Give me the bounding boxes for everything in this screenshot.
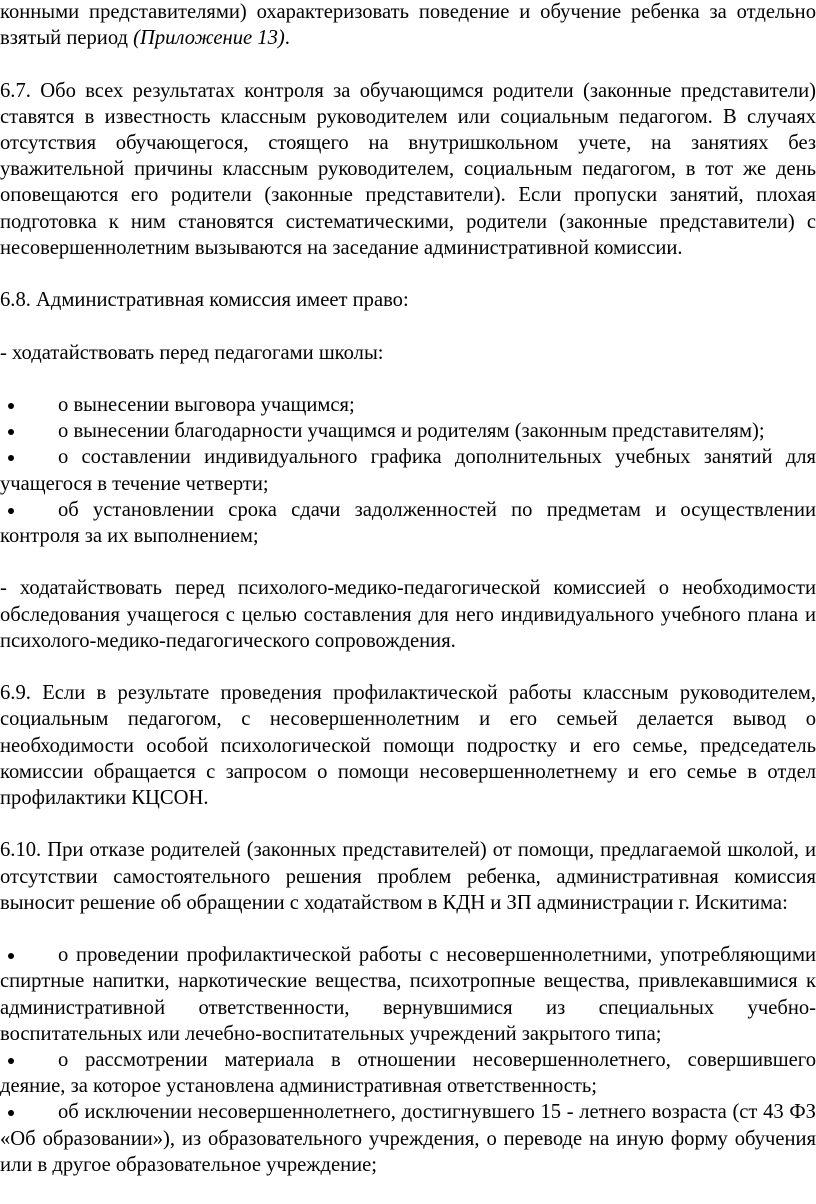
list-item: [0, 1047, 816, 1099]
list-item-text: о вынесении выговора учащимся;: [58, 393, 355, 416]
petition-commission-paragraph: - ходатайствовать перед психолого-медико-педагогической комиссией о необходимости обследования учащегося с целью составления для него индивидуального учебного плана и психолого-медико-педагогического сопровождения.: [0, 577, 816, 652]
paragraph-6-8: 6.8. Административная комиссия имеет право:: [0, 289, 409, 312]
bullet-icon: [8, 1110, 14, 1116]
bullet-icon: [8, 953, 14, 959]
paragraph-6-7: 6.7. Обо всех результатах контроля за обучающимся родители (законные представители) ставятся в известность классным руководителем или социальным педагогом. В случаях отсутствия обучающегося, стоящего на внутришкольном учете, на занятиях без уважительной причины классным руководителем, социальным педагогом, в тот же день оповещаются его родители (законные представители). Если пропуски занятий, плохая подготовка к ним становятся систематическими, родители (законные представители) с несовершеннолетним вызываются на заседание административной комиссии.: [0, 79, 816, 259]
list-item: [0, 418, 816, 444]
list-item-text: об установлении срока сдачи задолженностей по предметам и осуществлении контроля за их выполнением;: [0, 498, 816, 547]
bullet-icon: [8, 1058, 14, 1064]
bullet-icon: [8, 403, 14, 409]
list-item: [0, 1099, 816, 1178]
appendix-reference: (Приложение 13): [133, 27, 285, 50]
paragraph-6-9: 6.9. Если в результате проведения профилактической работы классным руководителем, социальным педагогом, с несовершеннолетним и его семьей делается вывод о необходимости особой психологической помощи подростку и его семье, председатель комиссии обращается с запросом о помощи несовершеннолетнему и его семье в отдел профилактики КЦСОН.: [0, 682, 816, 809]
list-item: [0, 444, 816, 496]
list-item-text: о рассмотрении материала в отношении несовершеннолетнего, совершившего деяние, за которое установлена административная ответственность;: [0, 1049, 816, 1098]
bullet-icon: [8, 429, 14, 435]
list-item-text: о проведении профилактической работы с несовершеннолетними, употребляющими спиртные напитки, наркотические вещества, психотропные вещества, привлекавшимися к административной ответственности, вернувшимися из специальных учебно-воспитательных или лечебно-воспитательных учреждений закрытого типа;: [0, 944, 816, 1045]
list-item: [0, 392, 816, 418]
paragraph-6-10: 6.10. При отказе родителей (законных представителей) от помощи, предлагаемой школой, и отсутствии самостоятельного решения проблем ребенка, административная комиссия выносит решение об обращении с ходатайством в КДН и ЗП администрации г. Искитима:: [0, 839, 816, 914]
bullet-icon: [8, 455, 14, 461]
intro-text: конными представителями) охарактеризовать поведение и обучение ребенка за отдельно взятый период: [0, 1, 816, 50]
intro-tail: .: [284, 27, 290, 50]
list-item: [0, 942, 816, 1047]
list-item-text: о вынесении благодарности учащимся и родителям (законным представителям);: [58, 420, 765, 443]
teacher-petition-list: [0, 392, 816, 549]
list-item-text: о составлении индивидуального графика дополнительных учебных занятий для учащегося в течение четверти;: [0, 446, 816, 495]
list-item-text: об исключении несовершеннолетнего, достигнувшего 15 - летнего возраста (ст 43 ФЗ «Об образовании»), из образовательного учреждения, о переводе на иную форму обучения или в другое образовательное учреждение;: [0, 1101, 816, 1176]
list-item: [0, 497, 816, 549]
petition-teachers-heading: - ходатайствовать перед педагогами школы:: [0, 341, 384, 364]
bullet-icon: [8, 508, 14, 514]
intro-paragraph: [0, 0, 816, 51]
kdn-petition-list: [0, 942, 816, 1178]
